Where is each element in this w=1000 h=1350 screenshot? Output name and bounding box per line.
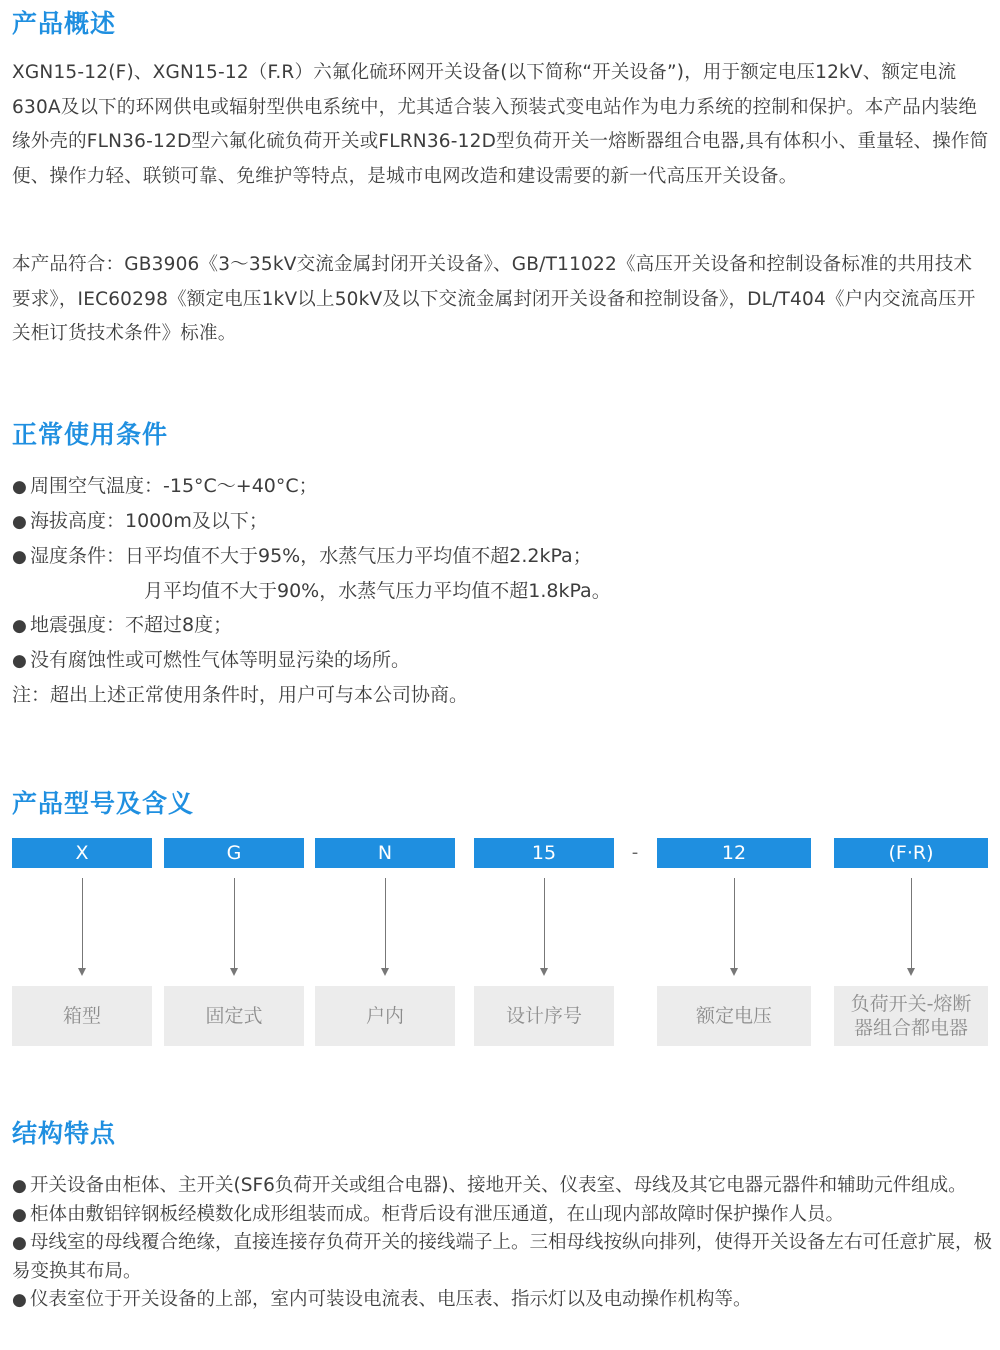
arrow-down-icon — [544, 878, 545, 970]
structure-text: 柜体由敷铝锌钢板经模数化成形组装而成。柜背后设有泄压通道，在山现内部故障时保护操作人员。 — [30, 1203, 845, 1225]
condition-altitude — [12, 504, 992, 539]
condition-text: 海拔高度：1000m及以下； — [30, 510, 268, 532]
code-box-x: X — [12, 838, 152, 868]
meaning-box-switch-fuse: 负荷开关-熔断器组合都电器 — [834, 986, 988, 1046]
structure-list — [12, 1172, 992, 1315]
bullet-icon: ● — [12, 512, 27, 532]
arrow-down-icon — [734, 878, 735, 970]
bullet-icon: ● — [12, 1290, 27, 1310]
bullet-icon: ● — [12, 1176, 27, 1196]
arrow-down-icon — [234, 878, 235, 970]
structure-item — [12, 1172, 992, 1201]
overview-paragraph-2: 本产品符合：GB3906《3～35kV交流金属封闭开关设备》、GB/T11022《高压开关设备和控制设备标准的共用技术要求》，IEC60298《额定电压1kV以上50kV及以下交流金属封闭开关设备和控制设备》，DL/T404《户内交流高压开关柜订货技术条件》标准。 — [12, 254, 976, 344]
bullet-icon: ● — [12, 651, 27, 671]
code-box-g: G — [164, 838, 304, 868]
arrow-down-icon — [385, 878, 386, 970]
condition-text: 地震强度：不超过8度； — [30, 614, 233, 636]
structure-text: 开关设备由柜体、主开关(SF6负荷开关或组合电器)、接地开关、仪表室、母线及其它电器元器件和辅助元件组成。 — [30, 1175, 967, 1196]
meaning-box-design-no: 设计序号 — [474, 986, 614, 1046]
model-heading: 产品型号及含义 — [12, 789, 195, 818]
meaning-box-fixed: 固定式 — [164, 986, 304, 1046]
condition-earthquake — [12, 608, 992, 643]
conditions-heading: 正常使用条件 — [12, 420, 169, 449]
bullet-icon: ● — [12, 1233, 27, 1253]
structure-text: 仪表室位于开关设备的上部，室内可装设电流表、电压表、指示灯以及电动操作机构等。 — [30, 1289, 752, 1310]
condition-text: 湿度条件：日平均值不大于95%，水蒸气压力平均值不超2.2kPa； — [30, 545, 592, 567]
meaning-box-type: 箱型 — [12, 986, 152, 1046]
structure-item — [12, 1229, 992, 1286]
condition-text: 没有腐蚀性或可燃性气体等明显污染的场所。 — [30, 649, 411, 671]
note-text: 注：超出上述正常使用条件时，用户可与本公司协商。 — [12, 684, 469, 706]
arrow-down-icon — [911, 878, 912, 970]
condition-temperature — [12, 469, 992, 504]
condition-text: 月平均值不大于90%，水蒸气压力平均值不超1.8kPa。 — [144, 580, 611, 602]
bullet-icon: ● — [12, 616, 27, 636]
code-dash: - — [631, 842, 639, 863]
code-box-15: 15 — [474, 838, 614, 868]
bullet-icon: ● — [12, 477, 27, 497]
conditions-list — [12, 469, 992, 712]
code-box-12: 12 — [657, 838, 811, 868]
bullet-icon: ● — [12, 547, 27, 567]
structure-item — [12, 1201, 992, 1230]
structure-heading: 结构特点 — [12, 1119, 117, 1148]
overview-paragraph-1: XGN15-12(F)、XGN15-12（F.R）六氟化硫环网开关设备(以下简称“开关设备”)，用于额定电压12kV、额定电流630A及以下的环网供电或辐射型供电系统中，尤其适合装入预装式变电站作为电力系统的控制和保护。本产品内装绝缘外壳的FLN36-12D型六氟化硫负荷开关或FLRN36-12D型负荷开关一熔断器组合电器,具有体积小、重量轻、操作简便、操作力轻、联锁可靠、免维护等特点，是城市电网改造和建设需要的新一代高压开关设备。 — [12, 62, 989, 187]
condition-humidity-day — [12, 539, 992, 574]
condition-humidity-month — [12, 574, 992, 608]
meaning-box-rated-voltage: 额定电压 — [657, 986, 811, 1046]
overview-heading: 产品概述 — [12, 9, 117, 38]
condition-text: 周围空气温度：-15°C～+40°C； — [30, 475, 318, 497]
structure-text: 母线室的母线覆合绝缘，直接连接存负荷开关的接线端子上。三相母线按纵向排列，使得开关设备左右可任意扩展，极易变换其布局。 — [12, 1232, 993, 1282]
code-box-n: N — [315, 838, 455, 868]
condition-pollution — [12, 643, 992, 678]
meaning-box-indoor: 户内 — [315, 986, 455, 1046]
conditions-note — [12, 678, 992, 712]
code-box-fr: (F·R) — [834, 838, 988, 868]
bullet-icon: ● — [12, 1204, 27, 1225]
arrow-down-icon — [82, 878, 83, 970]
structure-item — [12, 1286, 992, 1315]
